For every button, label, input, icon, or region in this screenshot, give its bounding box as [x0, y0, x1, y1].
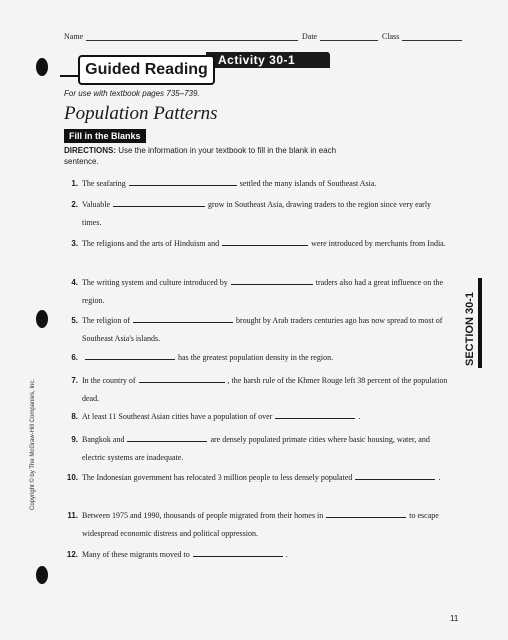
question-number: 3.	[71, 239, 78, 248]
answer-blank[interactable]	[85, 350, 175, 360]
question-text: In the country of	[82, 376, 136, 385]
page-number: 11	[450, 614, 459, 623]
class-line	[402, 40, 462, 41]
binder-hole-middle	[36, 310, 48, 328]
answer-blank[interactable]	[355, 470, 435, 480]
answer-blank[interactable]	[326, 508, 406, 518]
question-number: 4.	[71, 278, 78, 287]
question-8	[64, 408, 452, 426]
side-tab-bar	[478, 278, 482, 368]
question-2	[64, 196, 452, 232]
question-number: 5.	[71, 316, 78, 325]
question-number: 6.	[71, 353, 78, 362]
question-text: The religions and the arts of Hinduism and	[82, 239, 220, 248]
date-line	[320, 40, 378, 41]
question-number: 10.	[66, 473, 78, 482]
question-text: settled the many islands of Southeast Asia.	[239, 179, 377, 188]
side-tab-label: SECTION 30-1	[464, 292, 476, 366]
directions-text: Use the information in your textbook to fill in the blank in each sentence.	[64, 146, 337, 166]
question-5	[64, 312, 452, 348]
question-text: Between 1975 and 1990, thousands of people migrated from their homes in	[82, 511, 324, 520]
answer-blank[interactable]	[127, 432, 207, 442]
binder-hole-top	[36, 58, 48, 76]
question-number: 2.	[71, 200, 78, 209]
question-text: At least 11 Southeast Asian cities have a population of over	[82, 412, 273, 421]
activity-banner: Activity 30-1	[206, 52, 330, 68]
question-text: The writing system and culture introduced by	[82, 278, 228, 287]
question-12	[64, 546, 452, 564]
question-number: 1.	[71, 179, 78, 188]
answer-blank[interactable]	[133, 313, 233, 323]
directions	[64, 145, 364, 167]
question-text: has the greatest population density in the region.	[178, 353, 334, 362]
question-1	[64, 175, 452, 193]
binder-hole-bottom	[36, 566, 48, 584]
answer-blank[interactable]	[129, 176, 237, 186]
banner-rule	[60, 75, 78, 77]
answer-blank[interactable]	[113, 197, 205, 207]
page-title: Population Patterns	[64, 103, 218, 124]
copyright-notice: Copyright © by The McGraw-Hill Companies, Inc.	[30, 378, 36, 510]
name-label: Name	[64, 32, 84, 41]
question-10	[64, 469, 452, 487]
section-side-tab	[462, 278, 484, 368]
question-number: 8.	[71, 412, 78, 421]
date-label: Date	[302, 32, 318, 41]
question-text: brought by Arab traders centuries ago has now spread to most of Southeast Asia's islands.	[82, 316, 443, 343]
question-11	[64, 507, 452, 543]
question-number: 7.	[71, 376, 78, 385]
question-text: Bangkok and	[82, 435, 125, 444]
question-text: to escape widespread economic distress and political oppression.	[82, 511, 439, 538]
answer-blank[interactable]	[139, 373, 225, 383]
question-text: .	[438, 473, 441, 482]
question-text: .	[358, 412, 361, 421]
question-text: are densely populated primate cities where basic housing, water, and electric systems are inadequate.	[82, 435, 430, 462]
directions-label: DIRECTIONS:	[64, 146, 116, 155]
question-text: .	[285, 550, 288, 559]
class-label: Class	[382, 32, 400, 41]
question-number: 9.	[71, 435, 78, 444]
section-label: Fill in the Blanks	[64, 129, 146, 143]
answer-blank[interactable]	[222, 236, 308, 246]
question-text: grow in Southeast Asia, drawing traders to the region since very early times.	[82, 200, 432, 227]
answer-blank[interactable]	[275, 409, 355, 419]
answer-blank[interactable]	[193, 547, 283, 557]
question-number: 12.	[66, 550, 78, 559]
name-line	[86, 40, 298, 41]
question-9	[64, 431, 452, 467]
question-7	[64, 372, 452, 408]
question-text: , the harsh rule of the Khmer Rouge left 38 percent of the population dead.	[82, 376, 448, 403]
question-text: were introduced by merchants from India.	[311, 239, 446, 248]
question-text: Many of these migrants moved to	[82, 550, 190, 559]
question-6	[64, 349, 452, 367]
textbook-reference: For use with textbook pages 735–739.	[64, 89, 200, 98]
question-text: The seafaring	[82, 179, 126, 188]
question-text: The religion of	[82, 316, 130, 325]
question-text: The Indonesian government has relocated 3 million people to less densely populated	[82, 473, 353, 482]
question-number: 11.	[67, 511, 78, 520]
answer-blank[interactable]	[231, 275, 313, 285]
question-text: Valuable	[82, 200, 110, 209]
question-text: traders also had a great influence on the region.	[82, 278, 444, 305]
guided-reading-box: Guided Reading	[78, 55, 215, 85]
question-3	[64, 235, 452, 253]
question-4	[64, 274, 452, 310]
